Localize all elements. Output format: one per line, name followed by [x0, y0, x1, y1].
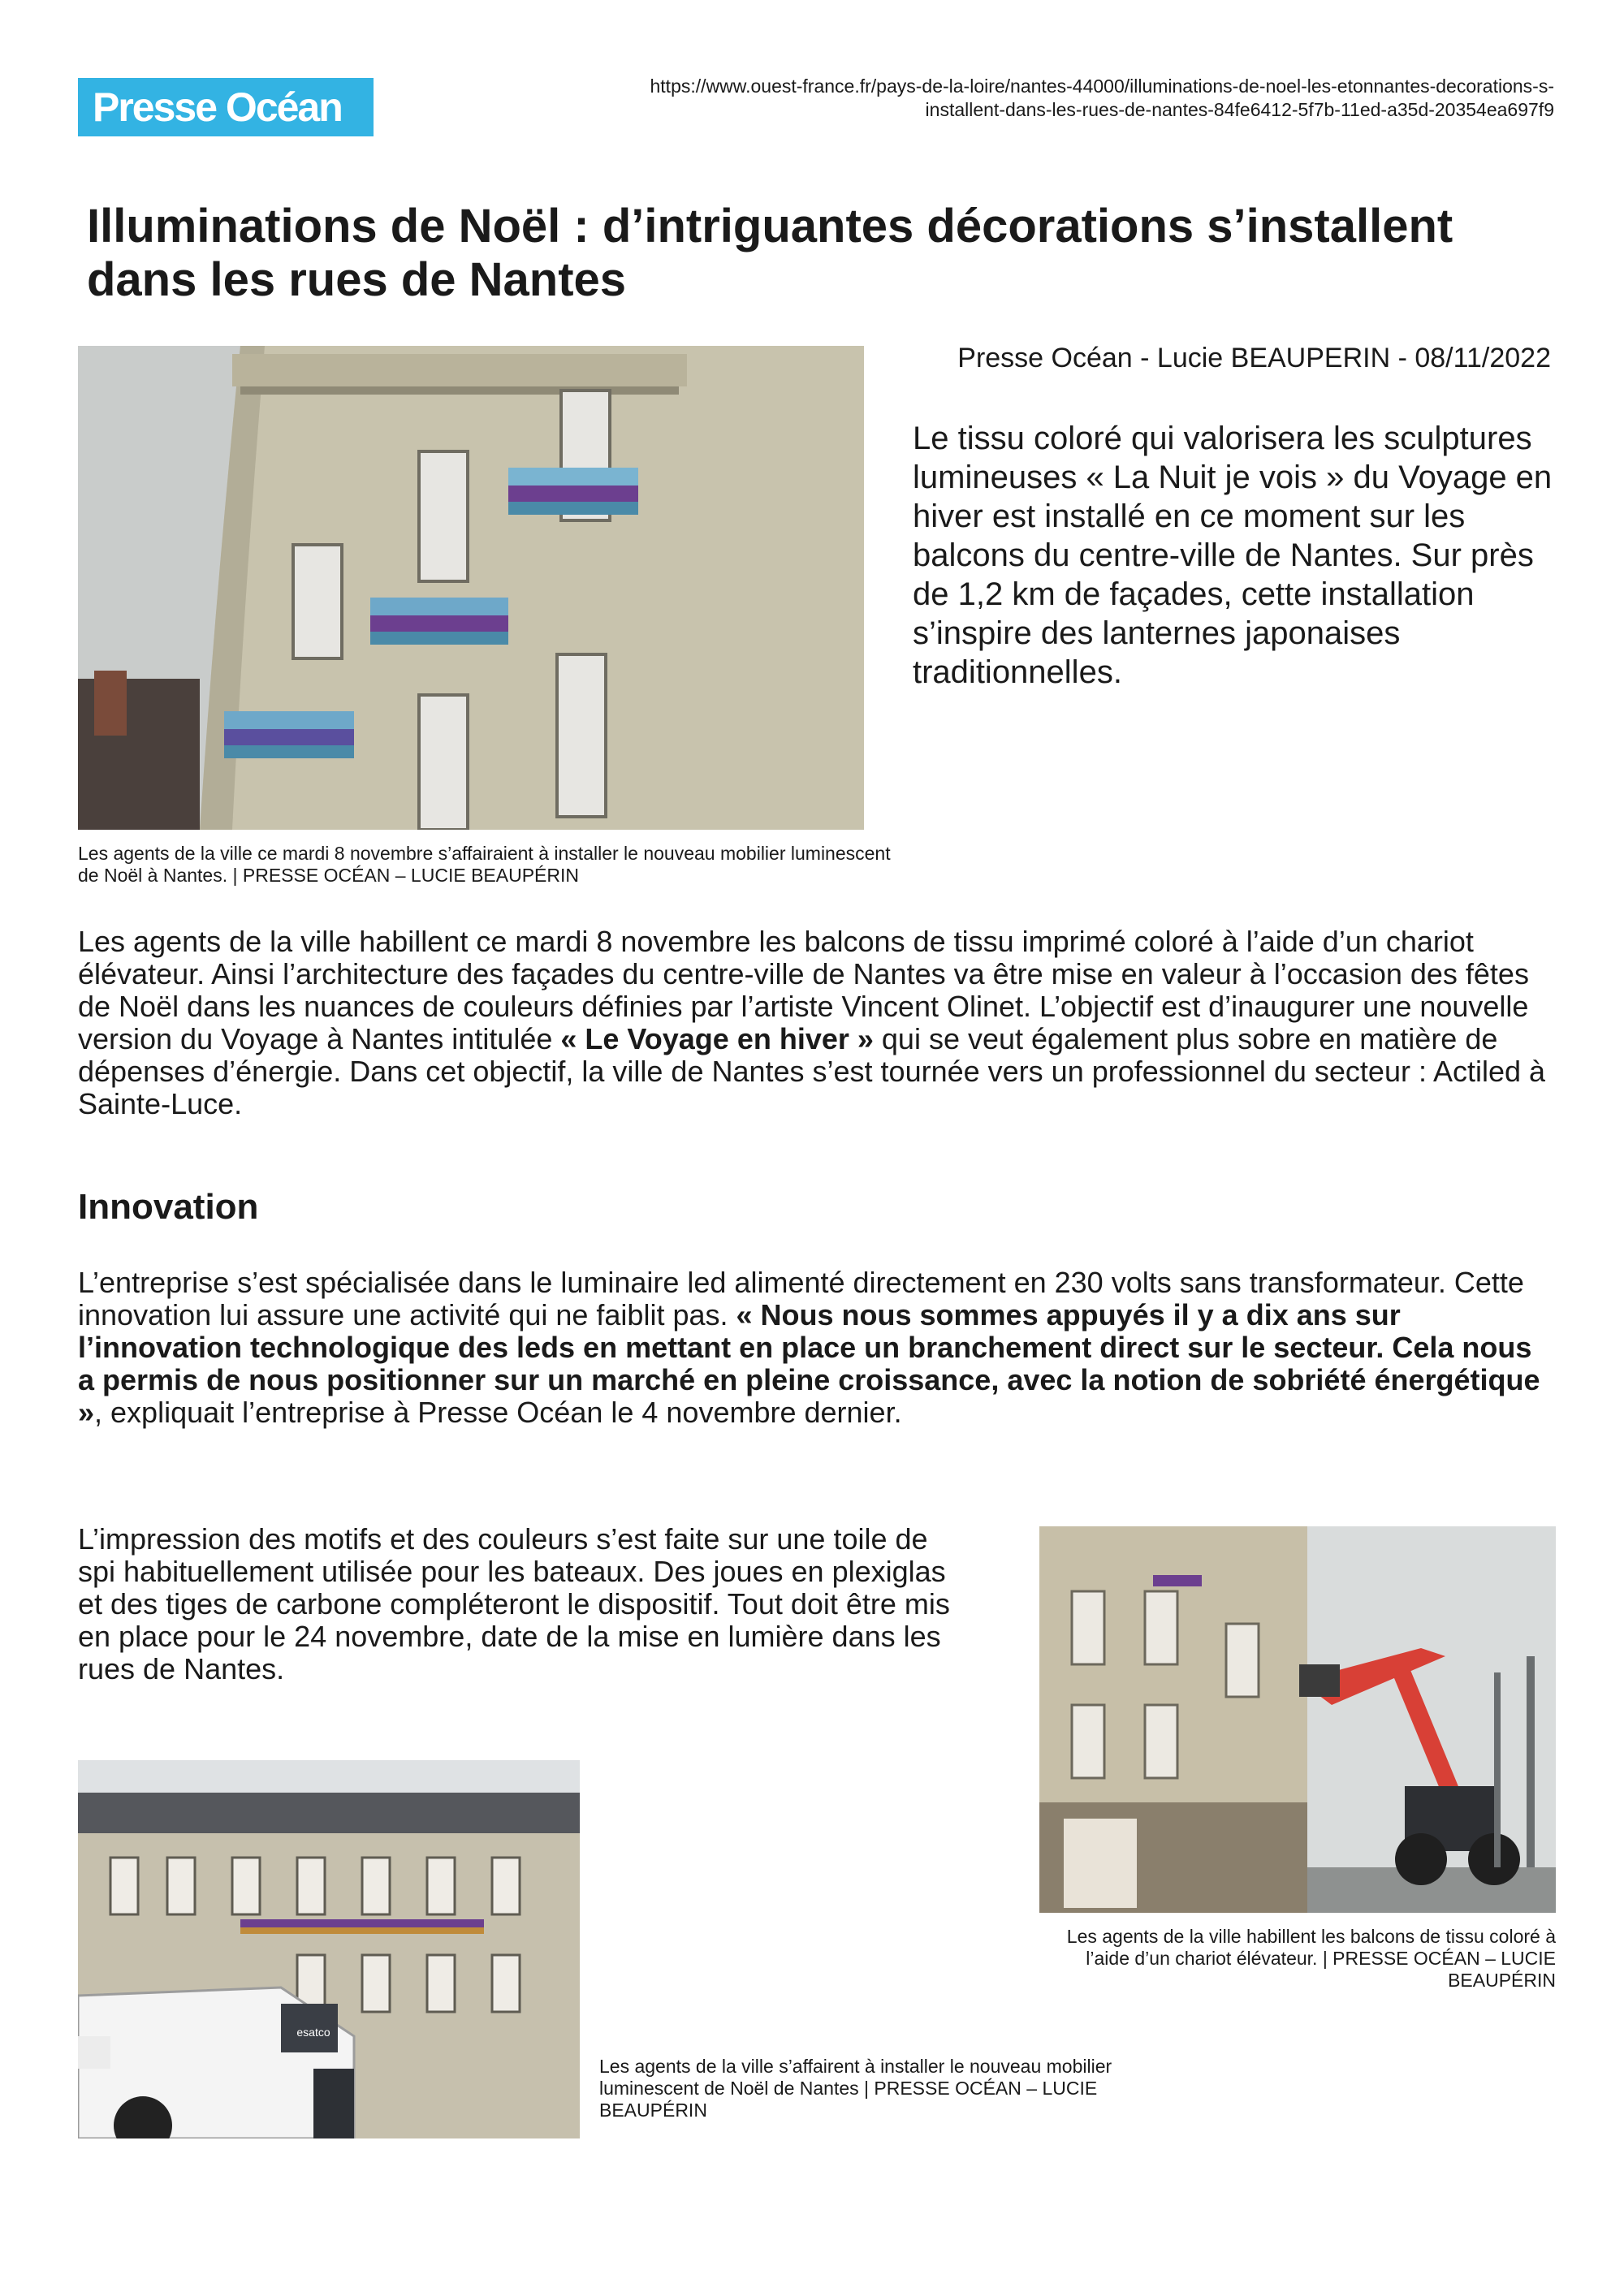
photo-aerial-lift-caption: Les agents de la ville habillent les balcons de tissu coloré à l’aide d’un chariot élévateur. | PRESSE OCÉAN – LUCIE BEAUPÉRIN — [1066, 1926, 1556, 1991]
photo-facade-balconies — [78, 346, 864, 830]
paragraph-intro-quote: « Le Voyage en hiver » — [560, 1022, 874, 1055]
van-logo-text: esatco — [296, 2026, 330, 2039]
article-title: Illuminations de Noël : d’intriguantes décorations s’installent dans les rues de Nantes — [87, 200, 1453, 306]
photo-building-van-caption: Les agents de la ville s’affairent à installer le nouveau mobilier luminescent de Noël de Nantes | PRESSE OCÉAN – LUCIE BEAUPÉRIN — [599, 2056, 1112, 2121]
paragraph-innovation — [78, 1267, 1556, 1429]
photo-building-van — [78, 1760, 580, 2138]
paragraph-intro-text-b: qui se veut également plus sobre en matière de dépenses d’énergie. Dans cet objectif, la ville de Nantes s’est tournée vers un professionnel du secteur : Actiled à Sainte-Luce. — [78, 1022, 1546, 1120]
article-lead: Le tissu coloré qui valorisera les sculptures lumineuses « La Nuit je vois » du Voyage en hiver est installé en ce moment sur les balcons du centre-ville de Nantes. Sur près de 1,2 km de façades, cette installation s’inspire des lanternes japonaises traditionnelles. — [913, 421, 1553, 690]
paragraph-innovation-text-b: , expliquait l’entreprise à Presse Océan le 4 novembre dernier. — [94, 1396, 902, 1429]
paragraph-intro — [78, 926, 1556, 1120]
photo-facade-caption: Les agents de la ville ce mardi 8 novembre s’affairaient à installer le nouveau mobilier luminescent de Noël à Nantes. | PRESSE OCÉAN – LUCIE BEAUPÉRIN — [78, 843, 891, 886]
photo-aerial-lift — [1039, 1526, 1556, 1913]
section-heading-innovation: Innovation — [78, 1187, 259, 1227]
paragraph-innovation-text-a: L’entreprise s’est spécialisée dans le luminaire led alimenté directement en 230 volts sans transformateur. Cette innovation lui assure une activité qui ne faiblit pas. — [78, 1266, 1524, 1331]
paragraph-printing: L’impression des motifs et des couleurs s’est faite sur une toile de spi habituellement utilisée pour les bateaux. Des joues en plexiglas et des tiges de carbone compléteront le dispositif. Tout doit être mis en place pour le 24 novembre, date de la mise en lumière dans les rues de Nantes. — [78, 1522, 950, 1685]
source-url[interactable]: https://www.ouest-france.fr/pays-de-la-loire/nantes-44000/illuminations-de-noel-les-etonnantes-decorations-s-installent-dans-les-rues-de-nantes-84fe6412-5f7b-11ed-a35d-20354ea697f9 — [650, 76, 1554, 120]
paragraph-innovation-quote: « Nous nous sommes appuyés il y a dix ans sur l’innovation technologique des leds en mettant en place un branchement direct sur le secteur. Cela nous a permis de nous positionner sur un marché en pleine croissance, avec la notion de sobriété énergétique » — [78, 1298, 1540, 1429]
paragraph-intro-text-a: Les agents de la ville habillent ce mardi 8 novembre les balcons de tissu imprimé coloré à l’aide d’un chariot élévateur. Ainsi l’architecture des façades du centre-ville de Nantes va être mise en valeur à l’occasion des fêtes de Noël dans les nuances de couleurs définies par l’artiste Vincent Olinet. L’objectif est d’inaugurer une nouvelle version du Voyage à Nantes intitulée — [78, 925, 1529, 1055]
byline: Presse Océan - Lucie BEAUPERIN - 08/11/2022 — [957, 343, 1551, 373]
presse-ocean-logo: Presse Océan — [78, 78, 374, 136]
